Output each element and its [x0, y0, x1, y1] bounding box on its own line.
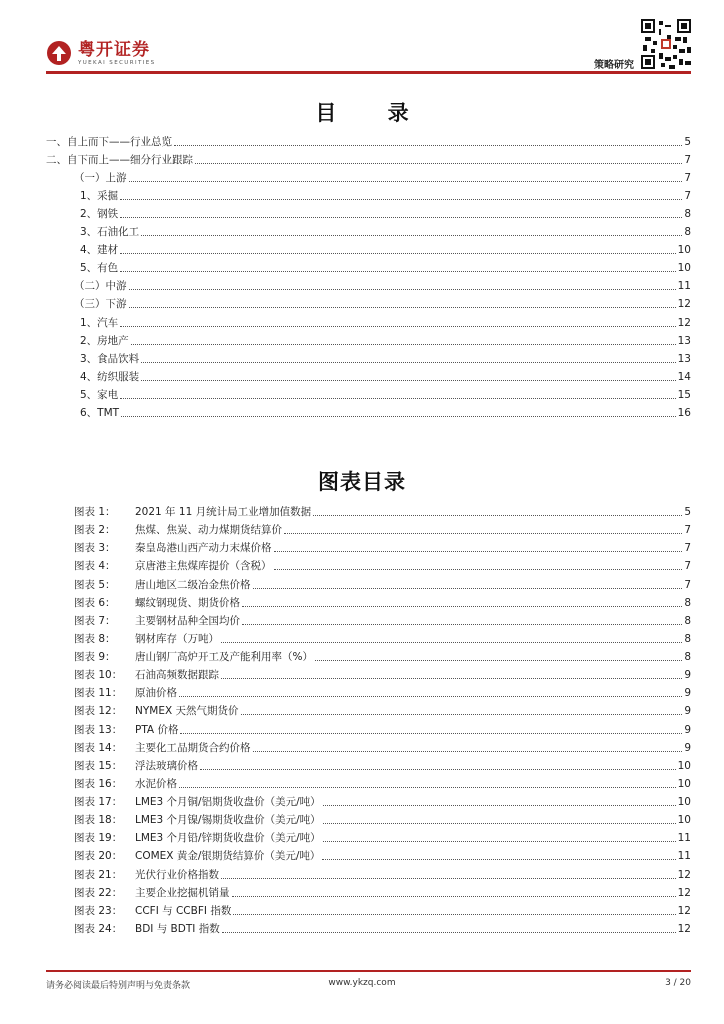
toc-entry-page: 8: [684, 208, 691, 221]
report-category: 策略研究: [594, 60, 634, 71]
figure-entry[interactable]: [74, 578, 691, 592]
figure-entry[interactable]: [74, 868, 691, 882]
leader-dots: [179, 786, 676, 788]
toc-entry[interactable]: [74, 171, 691, 185]
leader-dots: [315, 659, 682, 661]
toc-entry-page: 8: [684, 226, 691, 239]
figure-title: 水泥价格: [135, 777, 177, 790]
figure-entry[interactable]: [74, 886, 691, 900]
toc-entry-page: 7: [684, 172, 691, 185]
figure-entry[interactable]: [74, 559, 691, 573]
toc-entry[interactable]: [80, 225, 691, 239]
footer-website[interactable]: www.ykzq.com: [328, 978, 396, 988]
leader-dots: [180, 732, 682, 734]
figure-number: 图表 8：: [74, 632, 116, 645]
figure-entry[interactable]: [74, 813, 691, 827]
figure-title: LME3 个月铜/铝期货收盘价（美元/吨）: [135, 796, 321, 809]
brand-name-en: YUEKAI SECURITIES: [78, 60, 156, 66]
figure-title: PTA 价格: [135, 723, 179, 736]
figure-page: 5: [684, 506, 691, 518]
footer-page-number: 3 / 20: [665, 978, 691, 988]
leader-dots: [253, 750, 683, 752]
leader-dots: [241, 713, 683, 715]
figure-list-heading: 图表目录: [318, 470, 406, 494]
figure-title: 2021 年 11 月统计局工业增加值数据: [135, 506, 312, 518]
leader-dots: [120, 270, 675, 272]
figure-page: 9: [684, 723, 691, 736]
leader-dots: [195, 162, 682, 164]
figure-entry[interactable]: [74, 614, 691, 628]
figure-page: 12: [677, 904, 691, 917]
toc-entry-label: （三）下游: [74, 298, 127, 311]
figure-title: 唐山钢厂高炉开工及产能利用率（%）: [135, 651, 313, 664]
leader-dots: [233, 913, 675, 915]
leader-dots: [131, 343, 676, 345]
leader-dots: [242, 623, 682, 625]
figure-entry[interactable]: [74, 541, 691, 555]
leader-dots: [284, 532, 682, 534]
toc-entry-page: 11: [677, 280, 691, 293]
figure-title: 光伏行业价格指数: [135, 868, 219, 881]
figure-number: 图表 2：: [74, 524, 116, 537]
figure-title: 京唐港主焦煤库提价（含税）: [135, 560, 272, 573]
brand-logo: [46, 40, 206, 70]
figure-title: 主要企业挖掘机销量: [135, 886, 230, 899]
toc-heading: 目 录: [315, 101, 431, 125]
figure-number: 图表 14：: [74, 741, 123, 754]
toc-entry-label: （一）上游: [74, 172, 127, 185]
leader-dots: [179, 695, 682, 697]
figure-page: 10: [677, 777, 691, 790]
figure-title: 螺纹钢现货、期货价格: [135, 596, 240, 609]
figure-title: LME3 个月镍/锡期货收盘价（美元/吨）: [135, 814, 321, 827]
toc-entry-page: 12: [677, 298, 691, 311]
figure-title: CCFI 与 CCBFI 指数: [135, 904, 232, 917]
figure-entry[interactable]: [74, 759, 691, 773]
brand-name-cn: 粤开证券: [78, 40, 150, 60]
figure-entry[interactable]: [74, 632, 691, 646]
figure-title: 钢材库存（万吨）: [135, 632, 219, 645]
figure-title: NYMEX 天然气期货价: [135, 705, 239, 718]
page-header: [0, 0, 724, 80]
figure-title: 石油高频数据跟踪: [135, 669, 219, 682]
figure-page: 9: [684, 741, 691, 754]
figure-entry[interactable]: [74, 668, 691, 682]
figure-page: 10: [677, 796, 691, 809]
leader-dots: [141, 379, 675, 381]
leader-dots: [120, 397, 675, 399]
toc-entry[interactable]: [80, 243, 691, 257]
toc-entry[interactable]: [80, 261, 691, 275]
figure-number: 图表 4：: [74, 560, 116, 573]
toc-entry[interactable]: [46, 135, 691, 149]
figure-number: 图表 3：: [74, 542, 116, 555]
toc-entry-label: 4、纺织服装: [80, 370, 140, 383]
figure-number: 图表 13：: [74, 723, 123, 736]
leader-dots: [274, 550, 683, 552]
figure-title: 主要钢材品种全国均价: [135, 614, 240, 627]
figure-entry[interactable]: [74, 922, 691, 936]
leader-dots: [174, 144, 682, 146]
figure-title: COMEX 黄金/银期货结算价（美元/吨）: [135, 850, 321, 863]
leader-dots: [120, 216, 682, 218]
leader-dots: [120, 325, 675, 327]
leader-dots: [253, 587, 683, 589]
figure-page: 12: [677, 886, 691, 899]
toc-entry-label: 一、自上而下——行业总览: [46, 136, 172, 148]
leader-dots: [222, 931, 676, 933]
figure-title: 浮法玻璃价格: [135, 759, 198, 772]
toc-entry[interactable]: [80, 189, 691, 203]
figure-entry[interactable]: [74, 795, 691, 809]
leader-dots: [129, 180, 683, 182]
leader-dots: [322, 858, 675, 860]
leader-dots: [141, 234, 682, 236]
toc-entry-page: 13: [677, 334, 691, 347]
figure-page: 10: [677, 759, 691, 772]
figure-number: 图表 16：: [74, 777, 123, 790]
toc-entry-page: 13: [677, 352, 691, 365]
figure-page: 8: [684, 632, 691, 645]
toc-entry-label: 3、石油化工: [80, 226, 140, 239]
footer-divider: [46, 970, 691, 972]
figure-title: 唐山地区二级冶金焦价格: [135, 578, 251, 591]
figure-number: 图表 12：: [74, 705, 123, 718]
toc-entry-label: 5、家电: [80, 388, 119, 401]
toc-entry-label: 6、TMT: [80, 406, 120, 419]
figure-page: 8: [684, 596, 691, 609]
figure-page: 9: [684, 705, 691, 718]
toc-entry[interactable]: [80, 207, 691, 221]
figure-entry[interactable]: [74, 723, 691, 737]
figure-entry[interactable]: [74, 831, 691, 845]
toc-entry-page: 12: [677, 316, 691, 329]
figure-number: 图表 5：: [74, 578, 116, 591]
brand-mark-icon: [46, 40, 72, 66]
footer-disclaimer: 请务必阅读最后特别声明与免责条款: [46, 981, 191, 991]
figure-page: 12: [677, 868, 691, 881]
header-divider: [46, 71, 691, 74]
figure-number: 图表 24：: [74, 922, 123, 935]
toc-entry-label: 5、有色: [80, 262, 119, 275]
toc-entry-label: 1、汽车: [80, 316, 119, 329]
toc-entry-page: 5: [684, 136, 691, 148]
toc-entry[interactable]: [74, 279, 691, 293]
leader-dots: [120, 198, 682, 200]
figure-number: 图表 17：: [74, 796, 123, 809]
figure-page: 10: [677, 814, 691, 827]
leader-dots: [221, 677, 682, 679]
toc-entry-label: 2、房地产: [80, 334, 129, 347]
figure-entry[interactable]: [74, 523, 691, 537]
leader-dots: [121, 415, 676, 417]
figure-page: 12: [677, 922, 691, 935]
toc-entry-label: 二、自下而上——细分行业跟踪: [46, 154, 193, 167]
figure-title: LME3 个月铅/锌期货收盘价（美元/吨）: [135, 832, 321, 845]
figure-page: 11: [677, 832, 691, 845]
figure-page: 7: [684, 542, 691, 555]
toc-entry-page: 7: [684, 190, 691, 203]
figure-title: 原油价格: [135, 687, 177, 700]
toc-entry[interactable]: [80, 370, 691, 384]
figure-entry[interactable]: [74, 686, 691, 700]
leader-dots: [120, 252, 675, 254]
figure-number: 图表 7：: [74, 614, 116, 627]
leader-dots: [129, 288, 676, 290]
toc-entry-page: 15: [677, 388, 691, 401]
figure-entry[interactable]: [74, 741, 691, 755]
toc-entry[interactable]: [80, 406, 691, 420]
figure-number: 图表 23：: [74, 904, 123, 917]
toc-entry[interactable]: [80, 334, 691, 348]
leader-dots: [221, 641, 682, 643]
toc-entry-label: 1、采掘: [80, 190, 119, 203]
toc-entry-label: 2、钢铁: [80, 208, 119, 221]
leader-dots: [232, 895, 676, 897]
leader-dots: [274, 568, 683, 570]
figure-number: 图表 1：: [74, 506, 116, 518]
leader-dots: [200, 768, 676, 770]
figure-title: BDI 与 BDTI 指数: [135, 922, 220, 935]
figure-number: 图表 6：: [74, 596, 116, 609]
toc-entry[interactable]: [80, 388, 691, 402]
figure-number: 图表 11：: [74, 687, 123, 700]
leader-dots: [129, 306, 676, 308]
figure-entry[interactable]: [74, 596, 691, 610]
figure-number: 图表 21：: [74, 868, 123, 881]
figure-page: 8: [684, 651, 691, 664]
figure-number: 图表 9：: [74, 651, 116, 664]
figure-page: 9: [684, 687, 691, 700]
figure-number: 图表 19：: [74, 832, 123, 845]
toc-entry-label: 4、建材: [80, 244, 119, 257]
toc-entry-label: （二）中游: [74, 280, 127, 293]
figure-number: 图表 15：: [74, 759, 123, 772]
toc-entry-page: 10: [677, 244, 691, 257]
toc-entry-page: 10: [677, 262, 691, 275]
figure-entry[interactable]: [74, 704, 691, 718]
figure-entry[interactable]: [74, 777, 691, 791]
figure-entry[interactable]: [74, 650, 691, 664]
toc-entry[interactable]: [80, 352, 691, 366]
leader-dots: [323, 840, 676, 842]
leader-dots: [313, 514, 682, 516]
toc-entry-page: 16: [677, 406, 691, 419]
leader-dots: [141, 361, 675, 363]
leader-dots: [242, 605, 682, 607]
leader-dots: [323, 822, 676, 824]
toc-entry-page: 7: [684, 154, 691, 167]
toc-entry-label: 3、食品饮料: [80, 352, 140, 365]
leader-dots: [323, 804, 676, 806]
figure-entry[interactable]: [74, 904, 691, 918]
figure-page: 11: [677, 850, 691, 863]
figure-title: 焦煤、焦炭、动力煤期货结算价: [135, 524, 282, 537]
figure-page: 7: [684, 524, 691, 537]
figure-title: 秦皇岛港山西产动力末煤价格: [135, 542, 272, 555]
toc-entry[interactable]: [80, 316, 691, 330]
figure-title: 主要化工品期货合约价格: [135, 741, 251, 754]
figure-entry[interactable]: [74, 505, 691, 519]
toc-entry-page: 14: [677, 370, 691, 383]
figure-page: 8: [684, 614, 691, 627]
figure-number: 图表 22：: [74, 886, 123, 899]
figure-number: 图表 20：: [74, 850, 123, 863]
toc-entry[interactable]: [74, 297, 691, 311]
figure-entry[interactable]: [74, 849, 691, 863]
toc-entry[interactable]: [46, 153, 691, 167]
qr-code-icon: [641, 19, 691, 69]
figure-page: 9: [684, 669, 691, 682]
leader-dots: [221, 877, 676, 879]
figure-number: 图表 18：: [74, 814, 123, 827]
figure-page: 7: [684, 578, 691, 591]
figure-number: 图表 10：: [74, 669, 123, 682]
figure-page: 7: [684, 560, 691, 573]
